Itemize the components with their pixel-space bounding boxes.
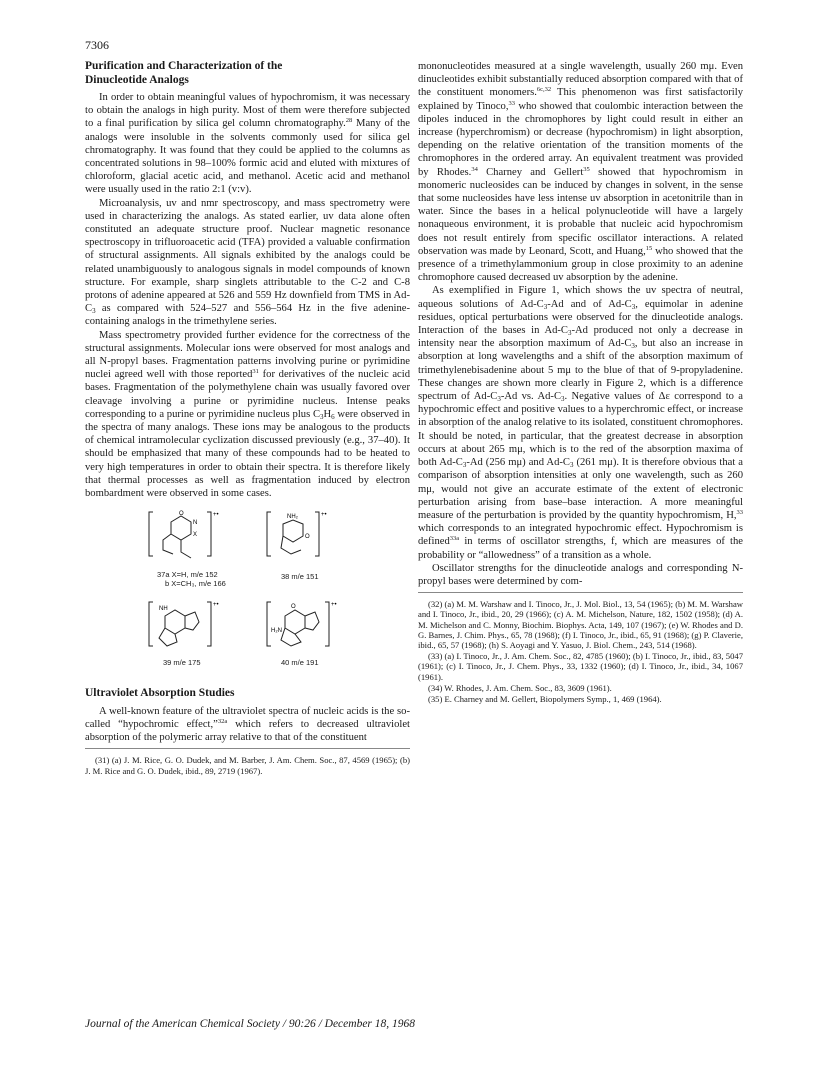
footnote-32: (32) (a) M. M. Warshaw and I. Tinoco, Jr., J. Mol. Biol., 13, 54 (1965); (b) M. M. Warshaw and I. Tinoco, Jr., ibid., 20, 29 (1966); (c) A. M. Michelson, Nature, 182, 1502 (1958); (d) A. M. Michelson and C. Monny, Biochim. Biophys. Acta, 149, 107 (1967); (e) W. Rhodes and D. G. Barnes, J. Chim. Phys., 65, 78 (1968); (f) I. Tinoco, Jr., ibid., 65, 91 (1968); (g) P. Claverie, ibid., 65, 57 (1968); (h) S. Aoyagi and Y. Yasuo, J. Biol. Chem., 243, 514 (1968). <box>418 599 743 650</box>
footnote-34: (34) W. Rhodes, J. Am. Chem. Soc., 83, 3609 (1961). <box>428 682 612 693</box>
svg-text:O: O <box>291 604 296 611</box>
structure-40-label: 40 m/e 191 <box>281 658 319 668</box>
footnotes-left <box>85 755 410 775</box>
structure-37-drawing <box>145 508 225 568</box>
citation-ref: 6c,32 <box>536 86 552 94</box>
citation-ref: 32a <box>217 718 228 725</box>
structure-38-label: 38 m/e 151 <box>281 572 319 582</box>
paragraph: A well-known feature of the ultraviolet spectra of nucleic acids is the so-called “hypochromic effect,”$^{32a}$ which refers to decreased ultraviolet absorption of the polymeric array relative to that of the constituent <box>85 705 410 744</box>
svg-text:+•: +• <box>321 512 327 519</box>
citation-ref: 15 <box>645 244 653 252</box>
citation-ref: 35 <box>583 165 590 173</box>
heading-line: Purification and Characterization of the <box>85 60 283 72</box>
section-heading-uv: Ultraviolet Absorption Studies <box>85 687 235 700</box>
citation-ref: 31 <box>252 368 259 376</box>
paragraph: Microanalysis, uv and nmr spectroscopy, and mass spectrometry were used in characterizing the analogs. As stated earlier, uv data alone often constituted an adequate structure proof. Nuclear magnetic resonance spectroscopy in trifluoroacetic acid (TFA) provided a valuable confirmation of structural assignments. All signals exhibited by the analogs could be related unambiguously to analogous signals in model compounds of known structure. For example, sharp singlets attributable to the C-2 and C-8 protons of adenine appeared at 526 and 559 Hz downfield from TMS in $Ad-C_3$ as compared with 524–527 and 556–564 Hz in the five adenine-containing analogs in the trimethylene series. <box>85 197 410 328</box>
citation-ref: 34 <box>471 165 478 173</box>
svg-text:+•: +• <box>331 602 337 609</box>
paragraph: Mass spectrometry provided further evidence for the correctness of the structural assignments. Molecular ions were observed for most analogs and all N-propyl bases. Fragmentation patterns involving purine or pyrimidine nuclei agreed well with those reported$^{31}$ for derivatives of the nucleic acid bases. Fragmentation of the polymethylene chain was usually favored over cleavage involving a purine or pyrimidine nucleus. Intense peaks corresponding to a purine or pyrimidine nucleus plus $C_3H_6$ were observed in the spectra of many analogs. These ions may be analogous to the products of chemical intramolecular cyclization discussed previously (e.g., 37–40). It should be emphasized that many of these compounds had to be heated to very high temperatures in order to obtain their spectra. It is therefore likely that thermal processes as well as fragmentation induced by electron bombardment were observed in some cases. <box>85 329 410 500</box>
svg-text:O: O <box>179 511 184 518</box>
structure-40-drawing <box>263 598 343 656</box>
svg-text:H₂N: H₂N <box>271 628 282 635</box>
svg-text:NH₂: NH₂ <box>287 514 298 521</box>
structure-37-label: 37a X=H, m/e 152 b X=CH₃, m/e 166 <box>157 570 226 589</box>
paragraph: mononucleotides measured at a single wavelength, usually 260 mμ. Even dinucleotides exhibit substantially reduced absorption compared with that of the constituent monomers.$^{6c,32}$ This phenomenon was first satisfactorily explained by Tinoco,$^{33}$ who showed that coulombic interaction between the dipoles induced in the chromophores by light could result in either an increase (hyperchromism) or decrease (hypochromism) in light absorption, depending on the relative orientation of the transition moments of the chromophores in the ordered array. An equivalent treatment was provided by Rhodes.$^{34}$ Charney and Gellert$^{35}$ showed that hypochromism in monomeric nucleosides can be induced by changes in solvent, in the sense that some nucleosides have less intense uv absorption in acetonitrile than in water. Since the bases in a helical polynucleotide will have a largely nonaqueous environment, it is probable that nucleic acid hypochromism does not result entirely from specific oscillator interactions. A related observation was made by Leonard, Scott, and Huang,$^{15}$ who showed that the presence of a trimethylammonium group in close proximity to an adenine chromophore caused decreased uv absorption by the adenine. <box>418 61 743 284</box>
footnote-35: (35) E. Charney and M. Gellert, Biopolymers Symp., 1, 469 (1964). <box>428 693 662 704</box>
footnote-33: (33) (a) I. Tinoco, Jr., J. Am. Chem. Soc., 82, 4785 (1960); (b) I. Tinoco, Jr., ibid., 83, 5047 (1961); (c) I. Tinoco, Jr., J. Chem. Phys., 33, 1332 (1960); (d) I. Tinoco, Jr., ibid., 34, 1067 (1961). <box>418 651 743 682</box>
footnote-31: (31) (a) J. M. Rice, G. O. Dudek, and M. Barber, J. Am. Chem. Soc., 87, 4569 (1965); (b) J. M. Rice and G. O. Dudek, ibid., 89, 2719 (1967). <box>85 755 410 776</box>
svg-text:+•: +• <box>213 512 219 519</box>
page-number: 7306 <box>85 38 109 52</box>
svg-text:O: O <box>305 534 310 541</box>
citation-ref: 28 <box>345 117 353 125</box>
svg-text:X: X <box>193 532 198 539</box>
structure-39-label: 39 m/e 175 <box>163 658 201 668</box>
paragraph: In order to obtain meaningful values of hypochromism, it was necessary to obtain the analogs in high purity. Most of them were therefore subjected to a final purification by silica gel column chromatography.$^{28}$ Many of the analogs were insoluble in the solvents commonly used for silica gel chromatography. It was found that they could be applied to the columns as concentrated solutions in 98–100% formic acid and eluted with mixtures of chloroform, glacial acetic acid, and methanol. Acetic acid and methanol were usually used in the ratio 2:1 (v:v). <box>85 92 410 196</box>
paragraph: As exemplified in Figure 1, which shows the uv spectra of neutral, aqueous solutions of $Ad-C_3-Ad$ and of $Ad-C_3$, equimolar in adenine residues, optical perturbations were observed for the dinucleotide analogs. Interaction of the bases in $Ad-C_3-Ad$ produced not only a decrease in intensity near the absorption maximum of $Ad-C_3$, but also an increase in absorption at long wavelengths and a shift of the absorption maximum of trimethylenebisadenine about 5 mμ to the blue of that of 9-propyladenine. These changes are shown more clearly in Figure 2, which is a difference spectrum of $Ad-C_3-Ad$ vs. $Ad-C_3$. Negative values of Δε correspond to a hypochromic effect and positive values to a hyperchromic effect, or increase in absorption of the analog relative to its isolated, constituent chromophores. It should be noted, in particular, that the greatest decrease in absorption occurs at about 265 mμ, which is to the red of the absorption maxima of both $Ad-C_3-Ad$ (256 mμ) and $Ad-C_3$ (261 mμ). It is therefore obvious that a comparison of absorption intensities at only one wavelength, such as 260 mμ, would not give an accurate estimate of the extent of electronic perturbation arising from base–base interaction. A more meaningful measure of the perturbation is provided by the quantity hypochromism, H,$^{33}$ which corresponds to an integrated hypochromic effect. Hypochromism is defined$^{33a}$ in terms of oscillator strengths, f, which are measures of the probability or “allowedness” of a transition as a whole. <box>418 285 744 561</box>
right-column <box>418 60 743 705</box>
footnote-divider <box>85 748 410 749</box>
citation-ref: 33 <box>736 508 743 516</box>
paragraph: Oscillator strengths for the dinucleotide analogs and corresponding N-propyl bases were determined by com- <box>418 562 743 587</box>
journal-footer: Journal of the American Chemical Society / 90:26 / December 18, 1968 <box>85 1018 416 1030</box>
heading-line: Dinucleotide Analogs <box>85 73 189 86</box>
svg-text:N: N <box>193 520 198 527</box>
citation-ref: 33a <box>449 535 460 543</box>
footnotes-right <box>418 599 743 704</box>
citation-ref: 33 <box>508 99 516 107</box>
svg-text:NH: NH <box>159 606 168 613</box>
svg-text:+•: +• <box>213 602 219 609</box>
footnote-divider <box>418 592 743 593</box>
section-heading-purification <box>85 60 410 87</box>
structure-39-drawing <box>145 598 225 656</box>
left-column <box>85 60 410 777</box>
structure-38-drawing <box>263 508 333 568</box>
chemical-structures-figure <box>85 506 410 681</box>
